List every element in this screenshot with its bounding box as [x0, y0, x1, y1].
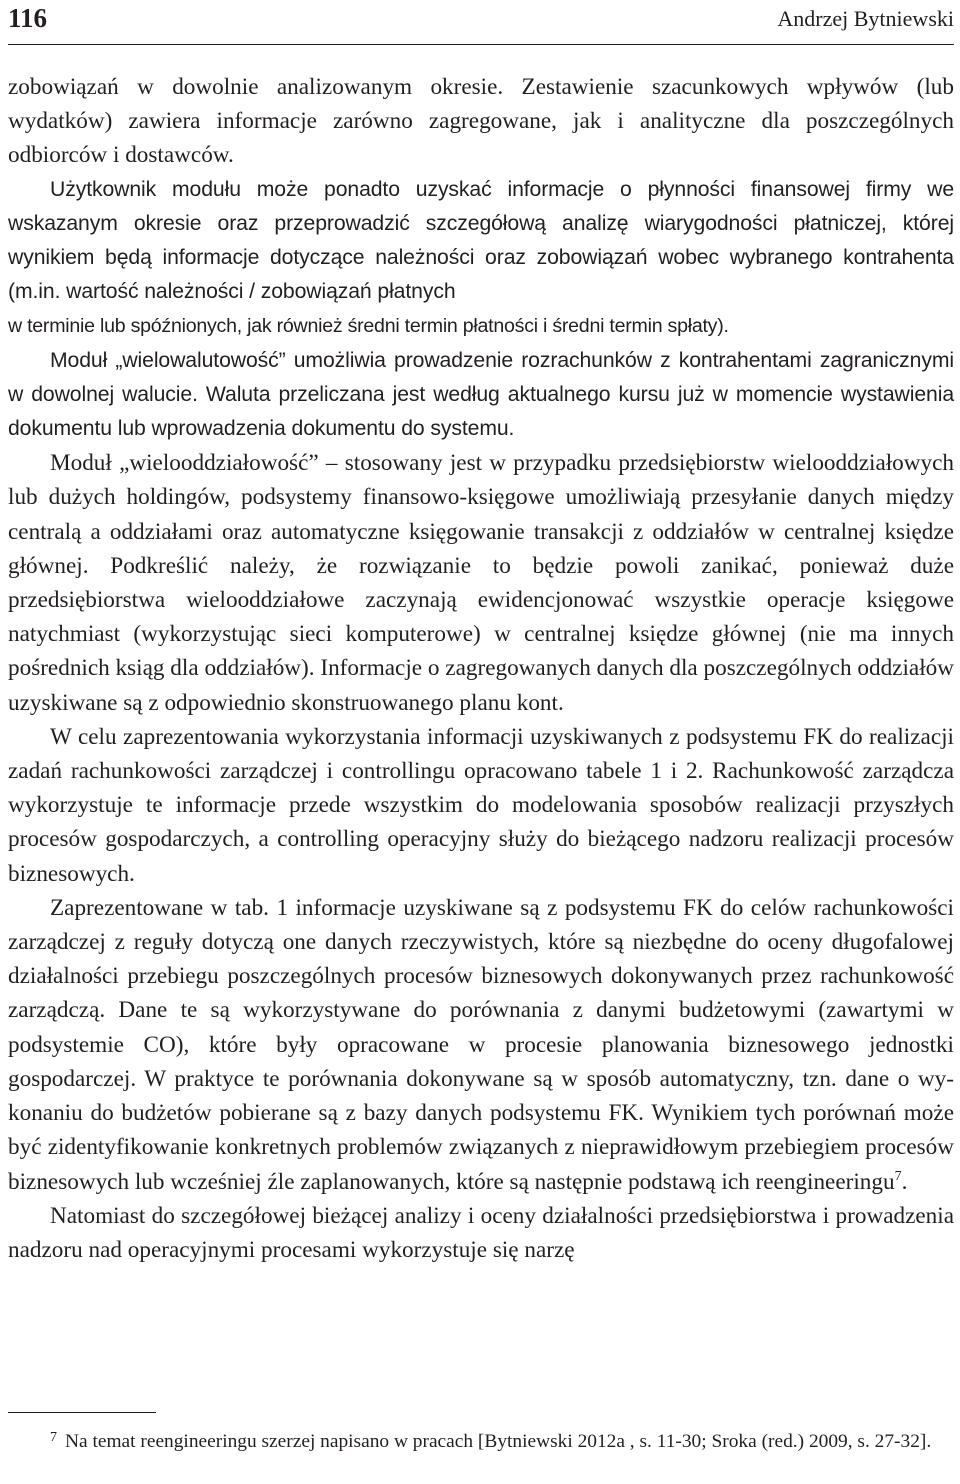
running-head [8, 0, 954, 45]
body-text [8, 70, 954, 1267]
paragraph-6 [8, 891, 954, 1199]
footnote-text: Na temat reengineeringu szerzej napisano w pracach [Bytniewski 2012a , s. 11-30; Sroka (red.) 2009, s. 27-32]. [65, 1431, 932, 1452]
paragraph-2-last-line: w terminie lub spóźnionych, jak również średni termin płatności i średni termin spłaty). [8, 315, 729, 338]
paragraph-6-end: . [901, 1168, 908, 1195]
footnote-reference[interactable]: 7 [894, 1168, 902, 1184]
footnote [8, 1428, 954, 1456]
running-head-author: Andrzej Bytniewski [777, 6, 954, 31]
page [8, 0, 954, 1267]
footnote-number: 7 [50, 1430, 57, 1445]
paragraph-5: W celu zaprezentowania wykorzystania informacji uzyskiwanych z podsystemu FK do realizacji zadań rachunkowości zarządczej i controllingu opracowano tabele 1 i 2. Rachunkowość zarządcza wykorzystuje te informacje przede wszystkim do modelowania sposobów realizacji przyszłych procesów gospodarczych, a controlling operacyjny służy do bieżącego nadzoru realizacji procesów biznesowych. [8, 723, 954, 887]
paragraph-2 [8, 173, 954, 310]
paragraph-1: zobowiązań w dowolnie analizowanym okresie. Zestawienie szacunkowych wpływów (lub wydatków) zawiera informacje zarówno zagregowane, jak i analityczne dla poszczególnych odbiorców i dostawców. [8, 74, 954, 169]
paragraph-4: Moduł „wielooddziałowość” – stosowany jest w przypadku przedsiębiorstw wielooddziałowych lub dużych holdingów, podsystemy finansowo-księgowe umożliwiają przesyłanie danych między centralą a oddziałami oraz automatyczne księgowanie transakcji z oddziałów w centralnej księdze głównej. Podkreślić należy, że rozwiązanie to będzie powoli zanikać, ponieważ duże przedsiębiorstwa wielooddziałowe zaczynają ewidencjonować wszystkie operacje księgowe natychmiast (wykorzystując sieci komputerowe) w centralnej księdze głównej (nie ma innych pośrednich ksiąg dla oddziałów). Informacje o zagregowanych danych dla poszczególnych oddziałów uzyskiwane są z odpowiednio skonstruowanego planu kont. [8, 450, 954, 716]
paragraph-3: Moduł „wielowalutowość” umożliwia prowadzenie rozrachunków z kontrahentami zagranicznymi w dowolnej walucie. Waluta przeliczana jest według aktualnego kursu już w momencie wystawienia dokumentu lub wprowadzenia dokumentu do systemu. [8, 348, 954, 441]
footnote-separator [8, 1412, 156, 1413]
page-number: 116 [8, 3, 48, 33]
paragraph-2-text: Użytkownik modułu może ponadto uzyskać informacje o płynności finansowej firmy we wskazanym okresie oraz przeprowadzić szczegółową analizę wiarygodności płatniczej, której wynikiem będą informacje dotyczące należności oraz zobowiązań wobec wybranego kontrahenta (m.in. wartość należności / zobowiązań płatnych [8, 177, 954, 304]
paragraph-7: Natomiast do szczegółowej bieżącej analizy i oceny działalności przedsiębiorstwa i prowadzenia nadzoru nad operacyjnymi procesami wykorzystuje się narzę [8, 1202, 954, 1263]
paragraph-6-text: Zaprezentowane w tab. 1 informacje uzyskiwane są z podsystemu FK do celów rachunkowości zarządczej z reguły dotyczą one danych rzeczywistych, które są niezbędne do oceny długofalowej działalności przebiegu poszczególnych procesów biznesowych dokonywanych przez rachunkowość zarządczą. Dane te są wykorzystywane do porównania z danymi budżetowymi (zawartymi w podsystemie CO), które były opracowane w procesie planowania biznesowego jednostki gospodarczej. W praktyce te porównania dokonywane są w sposób automatyczny, tzn. dane o wykonaniu do budżetów pobierane są z bazy danych podsystemu FK. Wynikiem tych porównań może być zidentyfikowanie konkretnych problemów związanych z nieprawidłowym przebiegiem procesów biznesowych lub wcześniej źle zaplanowanych, które są następnie podstawą ich reengineeringu [8, 894, 954, 1195]
